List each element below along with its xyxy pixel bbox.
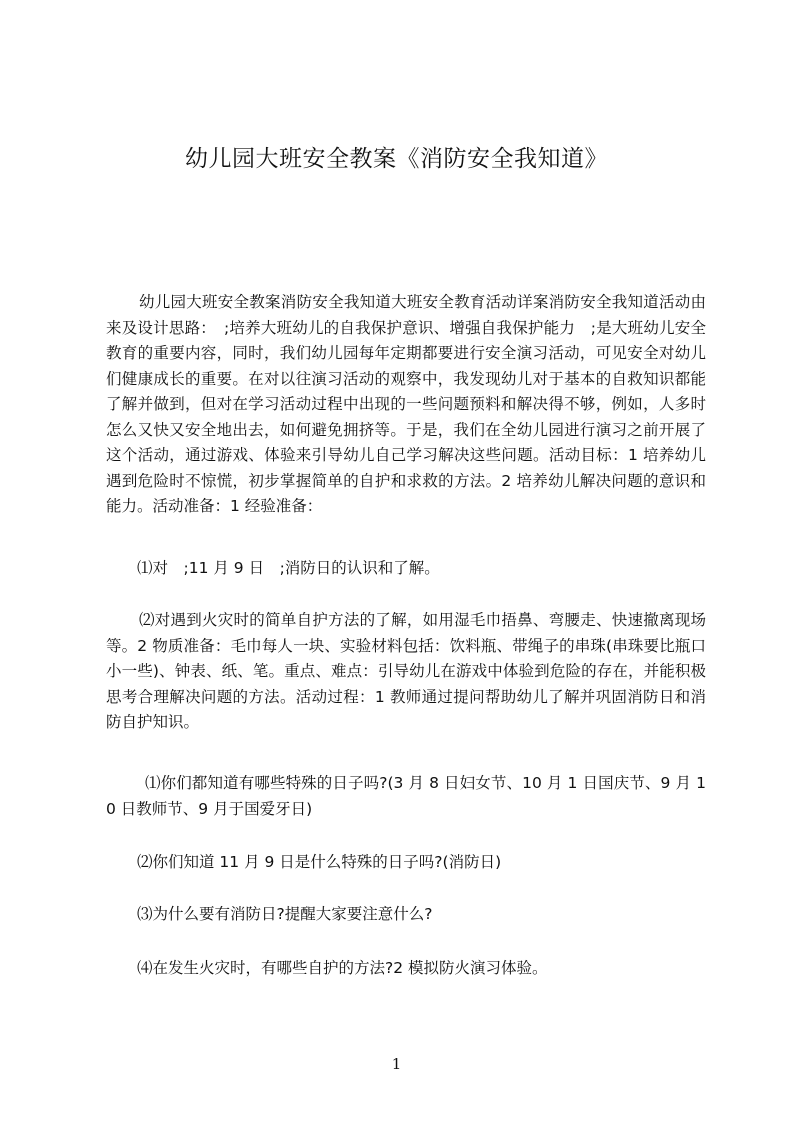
question-4: ⑷在发生火灾时，有哪些自护的方法?2 模拟防火演习体验。 bbox=[137, 959, 548, 977]
document-title: 幼儿园大班安全教案《消防安全我知道》 bbox=[185, 146, 608, 172]
question-3: ⑶为什么要有消防日?提醒大家要注意什么? bbox=[137, 905, 433, 923]
question-1: ⑴你们都知道有哪些特殊的日子吗?(3 月 8 日妇女节、10 月 1 日国庆节、9 月 10 日教师节、9 月于国爱牙日) bbox=[106, 774, 706, 818]
paragraph-intro: 幼儿园大班安全教案消防安全我知道大班安全教育活动详案消防安全我知道活动由来及设计思路： ;培养大班幼儿的自我保护意识、增强自我保护能力 ;是大班幼儿安全教育的重要内容，同时，我们幼儿园每年定期都要进行安全演习活动，可见安全对幼儿们健康成长的重要。在对以往演习活动的观察中，我发现幼儿对于基本的自救知识都能了解并做到，但对在学习活动过程中出现的一些问题预料和解决得不够，例如，人多时怎么又快又安全地出去，如何避免拥挤等。于是，我们在全幼儿园进行演习之前开展了这个活动，通过游戏、体验来引导幼儿自己学习解决这些问题。活动目标：1 培养幼儿遇到危险时不惊慌，初步掌握简单的自护和求救的方法。2 培养幼儿解决问题的意识和能力。活动准备：1 经验准备： bbox=[106, 293, 706, 515]
page-number: 1 bbox=[391, 1055, 402, 1073]
question-2: ⑵你们知道 11 月 9 日是什么特殊的日子吗?(消防日) bbox=[137, 853, 502, 871]
paragraph-item-2: ⑵对遇到火灾时的简单自护方法的了解，如用湿毛巾捂鼻、弯腰走、快速撤离现场等。2 物质准备：毛巾每人一块、实验材料包括：饮料瓶、带绳子的串珠(串珠要比瓶口小一些)、钟表、纸、笔。重点、难点：引导幼儿在游戏中体验到危险的存在，并能积极思考合理解决问题的方法。活动过程：1 教师通过提问帮助幼儿了解并巩固消防日和消防自护知识。 bbox=[106, 611, 706, 731]
paragraph-item-1: ⑴对 ;11 月 9 日 ;消防日的认识和了解。 bbox=[137, 559, 440, 577]
